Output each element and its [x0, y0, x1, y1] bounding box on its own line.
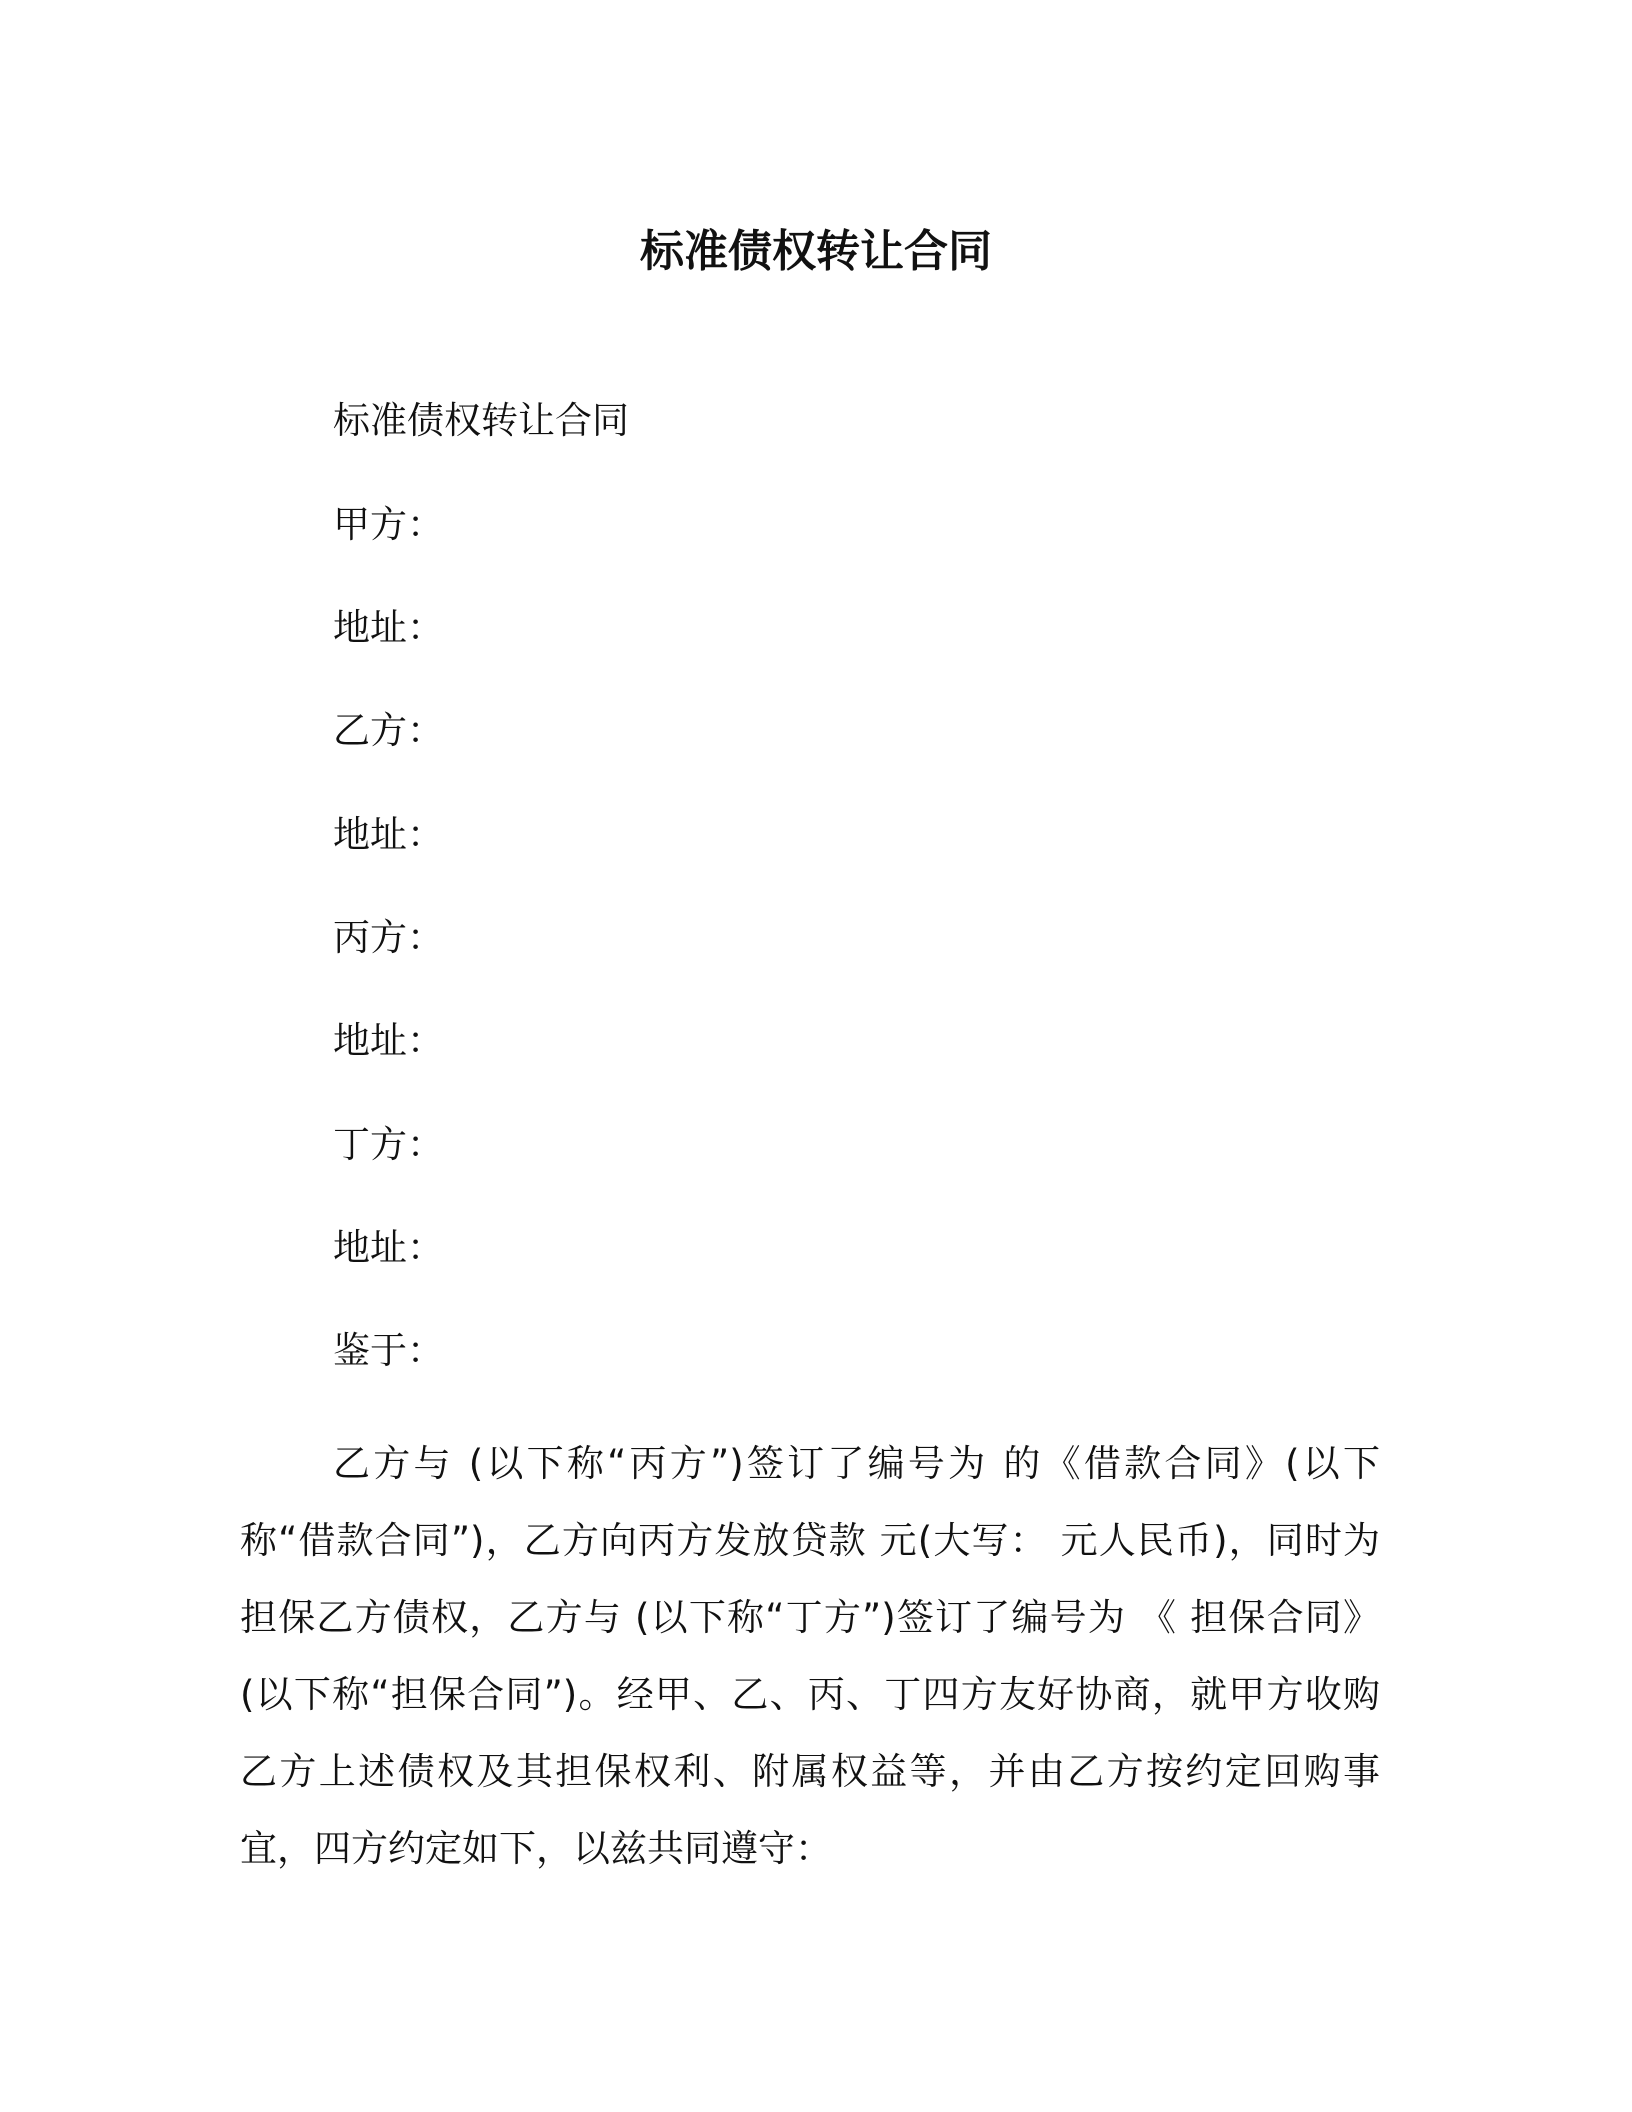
whereas-label: 鉴于：: [333, 1329, 444, 1372]
party-c-label: 丙方：: [333, 916, 444, 959]
party-d-label: 丁方：: [333, 1123, 444, 1166]
subtitle-line: 标准债权转让合同: [333, 399, 629, 442]
party-a-label: 甲方：: [333, 503, 444, 546]
party-b-label: 乙方：: [333, 709, 444, 752]
party-b-address-label: 地址：: [333, 813, 444, 856]
document-title: 标准债权转让合同: [640, 226, 992, 277]
party-d-address-label: 地址：: [333, 1226, 444, 1269]
party-c-address-label: 地址：: [333, 1019, 444, 1062]
recital-paragraph: 乙方与 (以下称“丙方”)签订了编号为 的《借款合同》(以下称“借款合同”)，乙方向丙方发放贷款 元(大写： 元人民币)，同时为担保乙方债权，乙方与 (以下称“丁方”)签订了编号为 《 担保合同》(以下称“担保合同”)。经甲、乙、丙、丁四方友好协商，就甲方收购乙方上述债权及其担保权利、附属权益等，并由乙方按约定回购事宜，四方约定如下，以兹共同遵守：: [240, 1442, 1380, 1870]
party-a-address-label: 地址：: [333, 606, 444, 649]
